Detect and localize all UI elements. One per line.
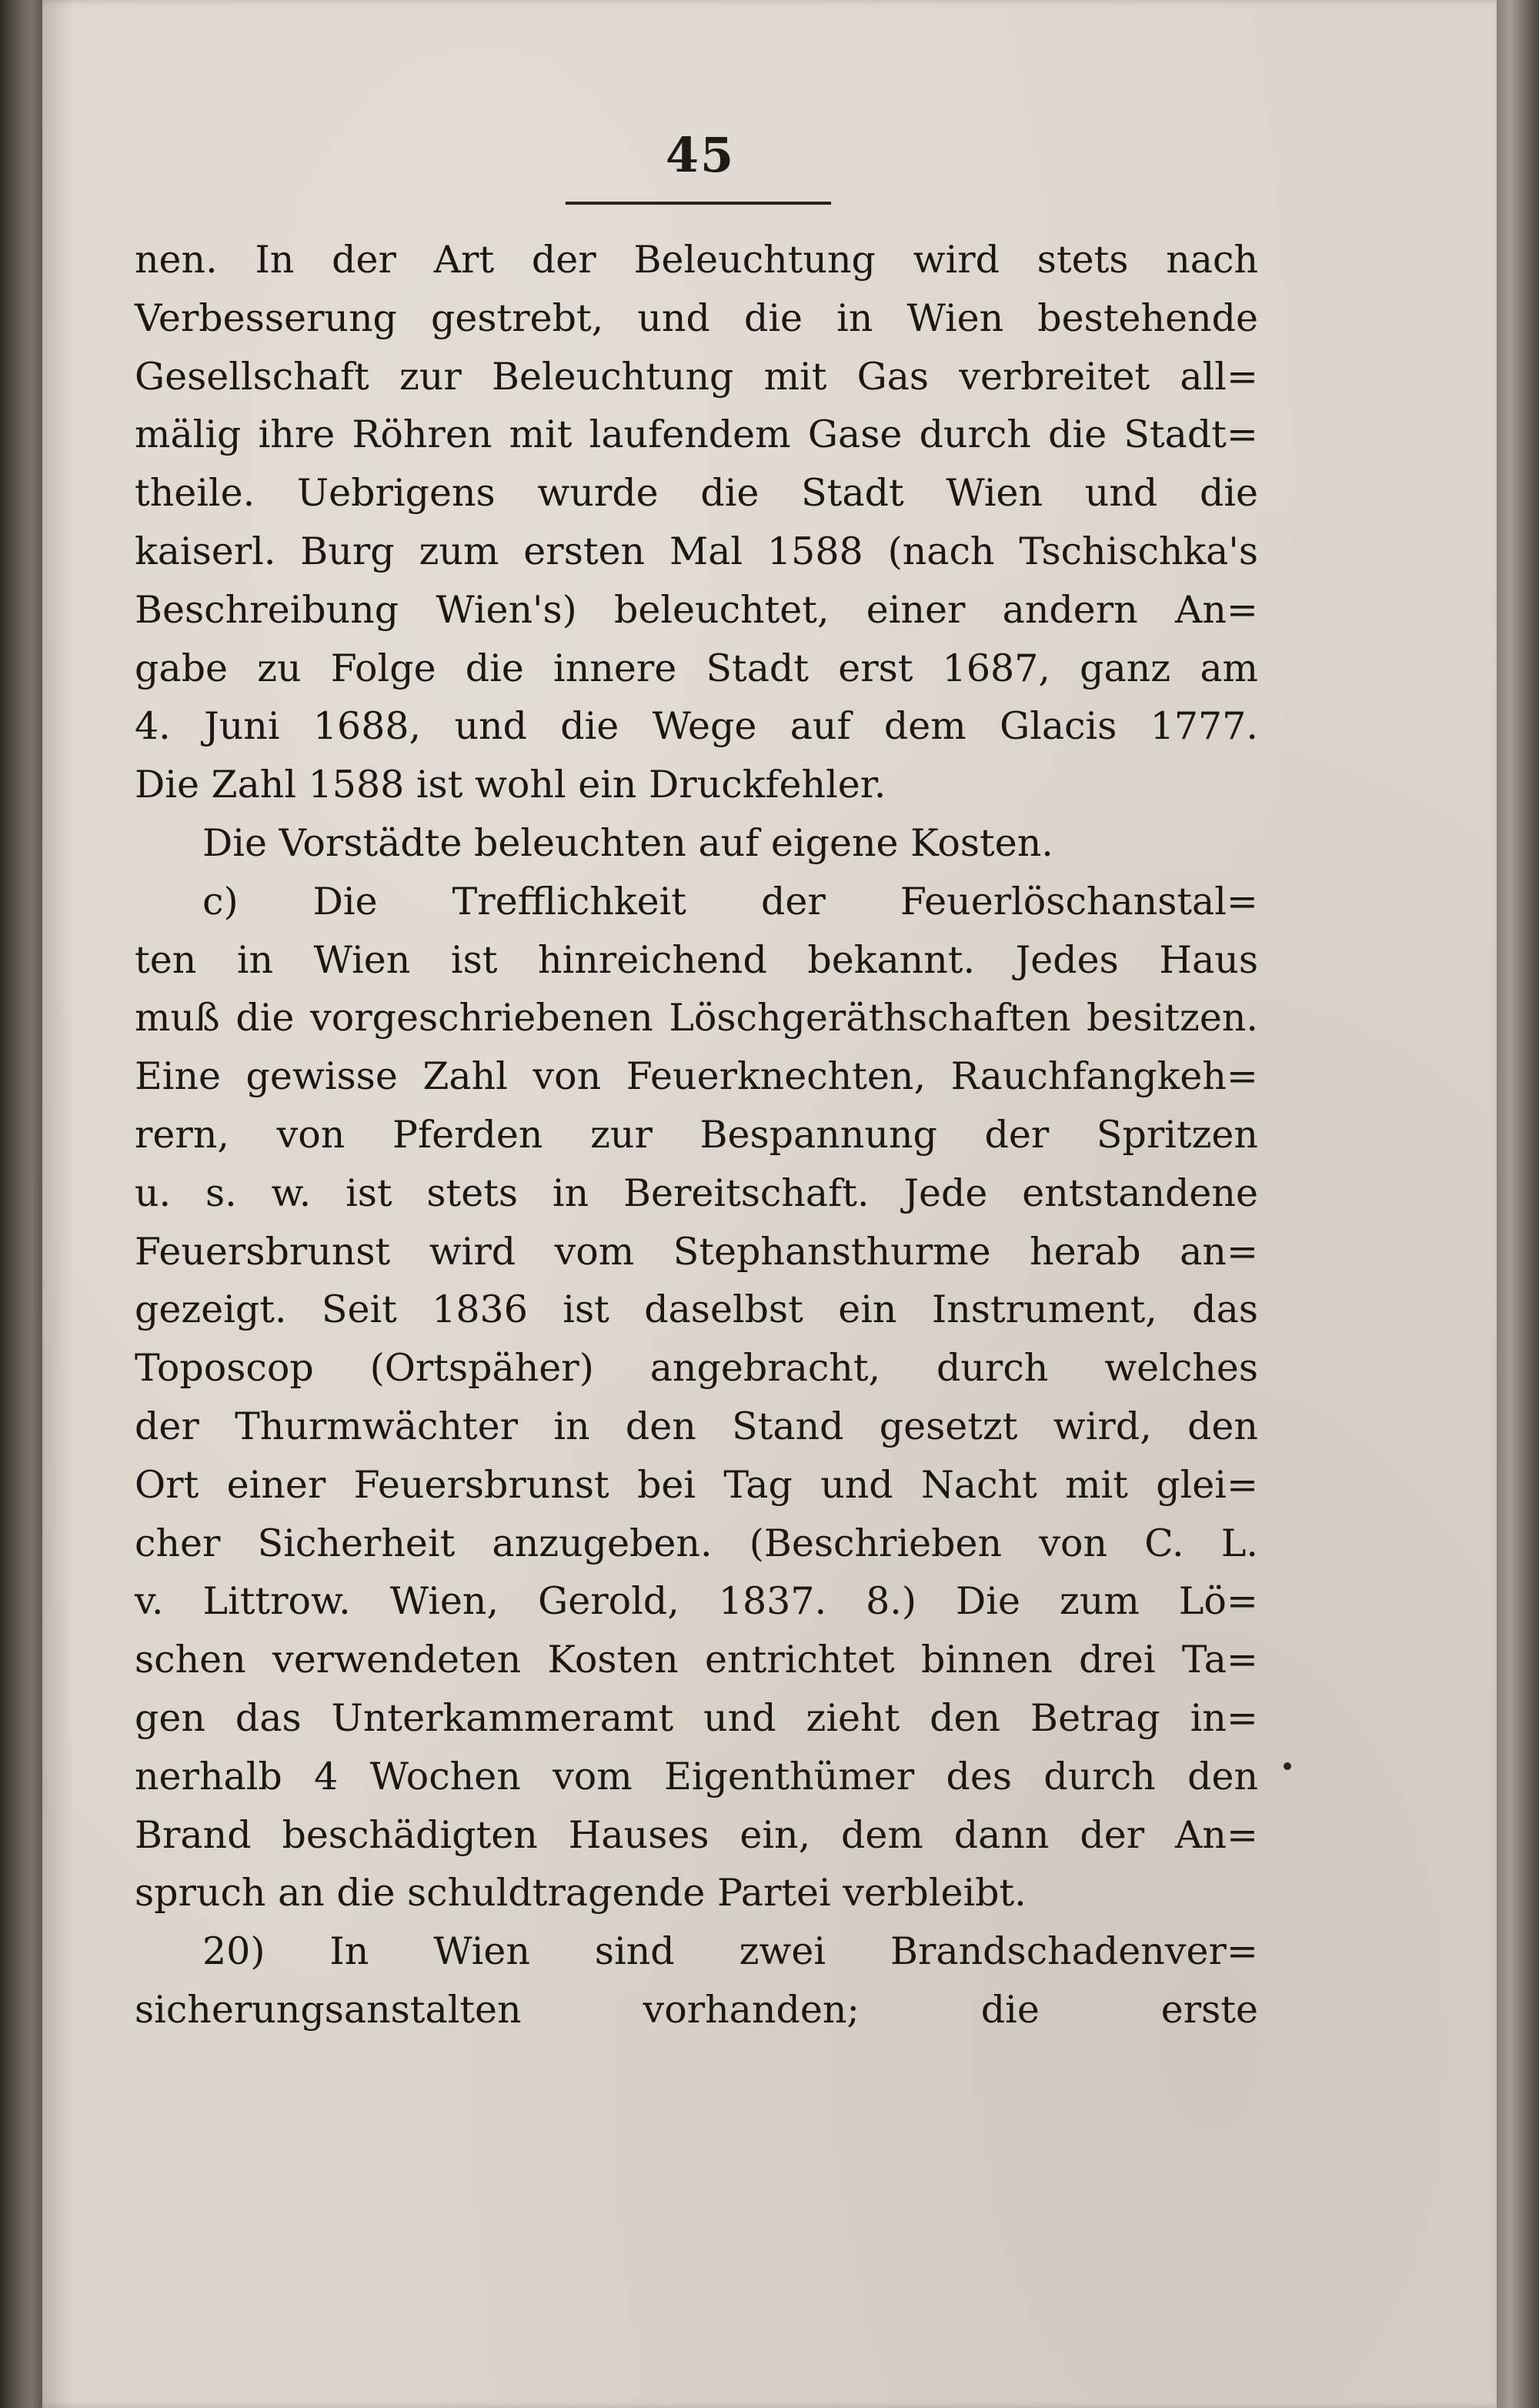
text-line: Toposcop (Ortspäher) angebracht, durch welches bbox=[135, 1346, 1258, 1391]
text-line: theile. Uebrigens wurde die Stadt Wien und die bbox=[135, 471, 1258, 516]
text-line: cher Sicherheit anzugeben. (Beschrieben von C. L. bbox=[135, 1521, 1258, 1565]
text-line: sicherungsanstalten vorhanden; die erste bbox=[135, 1987, 1258, 2032]
text-line: Eine gewisse Zahl von Feuerknechten, Rauchfangkeh= bbox=[135, 1054, 1258, 1099]
text-line: gen das Unterkammeramt und zieht den Betrag in= bbox=[135, 1695, 1258, 1740]
text-line: 20) In Wien sind zwei Brandschadenver= bbox=[202, 1929, 1258, 1974]
text-line: ten in Wien ist hinreichend bekannt. Jedes Haus bbox=[135, 937, 1258, 982]
text-line: nerhalb 4 Wochen vom Eigenthümer des durch den bbox=[135, 1754, 1258, 1798]
text-line: gezeigt. Seit 1836 ist daselbst ein Instrument, das bbox=[135, 1287, 1258, 1332]
text-line: kaiserl. Burg zum ersten Mal 1588 (nach Tschischka's bbox=[135, 529, 1258, 573]
text-line: Die Vorstädte beleuchten auf eigene Kosten. bbox=[202, 820, 1053, 865]
page-number: 45 bbox=[665, 127, 736, 183]
text-line: Gesellschaft zur Beleuchtung mit Gas verbreitet all= bbox=[135, 354, 1258, 399]
header-rule bbox=[566, 202, 831, 205]
text-line: schen verwendeten Kosten entrichtet binnen drei Ta= bbox=[135, 1638, 1258, 1682]
text-line: gabe zu Folge die innere Stadt erst 1687, ganz am bbox=[135, 646, 1258, 690]
text-line: Beschreibung Wien's) beleuchtet, einer andern An= bbox=[135, 587, 1258, 632]
text-line: mälig ihre Röhren mit laufendem Gase durch die Stadt= bbox=[135, 412, 1258, 457]
text-line: rern, von Pferden zur Bespannung der Spritzen bbox=[135, 1112, 1258, 1157]
text-line: u. s. w. ist stets in Bereitschaft. Jede entstandene bbox=[135, 1171, 1258, 1215]
ink-speck bbox=[1284, 1762, 1291, 1770]
text-line: Brand beschädigten Hauses ein, dem dann der An= bbox=[135, 1812, 1258, 1857]
text-line: spruch an die schuldtragende Partei verbleibt. bbox=[135, 1871, 1027, 1915]
text-line: der Thurmwächter in den Stand gesetzt wird, den bbox=[135, 1404, 1258, 1448]
text-line: 4. Juni 1688, und die Wege auf dem Glacis 1777. bbox=[135, 704, 1258, 749]
text-line: Verbesserung gestrebt, und die in Wien bestehende bbox=[135, 296, 1258, 340]
text-line: Die Zahl 1588 ist wohl ein Druckfehler. bbox=[135, 763, 886, 807]
text-line: muß die vorgeschriebenen Löschgeräthschaften besitzen. bbox=[135, 996, 1258, 1040]
text-line: v. Littrow. Wien, Gerold, 1837. 8.) Die zum Lö= bbox=[135, 1579, 1258, 1624]
page-edge bbox=[1497, 0, 1539, 2408]
body-text bbox=[135, 231, 1258, 2039]
text-line: nen. In der Art der Beleuchtung wird stets nach bbox=[135, 238, 1258, 282]
text-line: Feuersbrunst wird vom Stephansthurme herab an= bbox=[135, 1229, 1258, 1274]
text-line: Ort einer Feuersbrunst bei Tag und Nacht mit glei= bbox=[135, 1462, 1258, 1507]
text-line: c) Die Trefflichkeit der Feuerlöschanstal= bbox=[202, 879, 1258, 923]
